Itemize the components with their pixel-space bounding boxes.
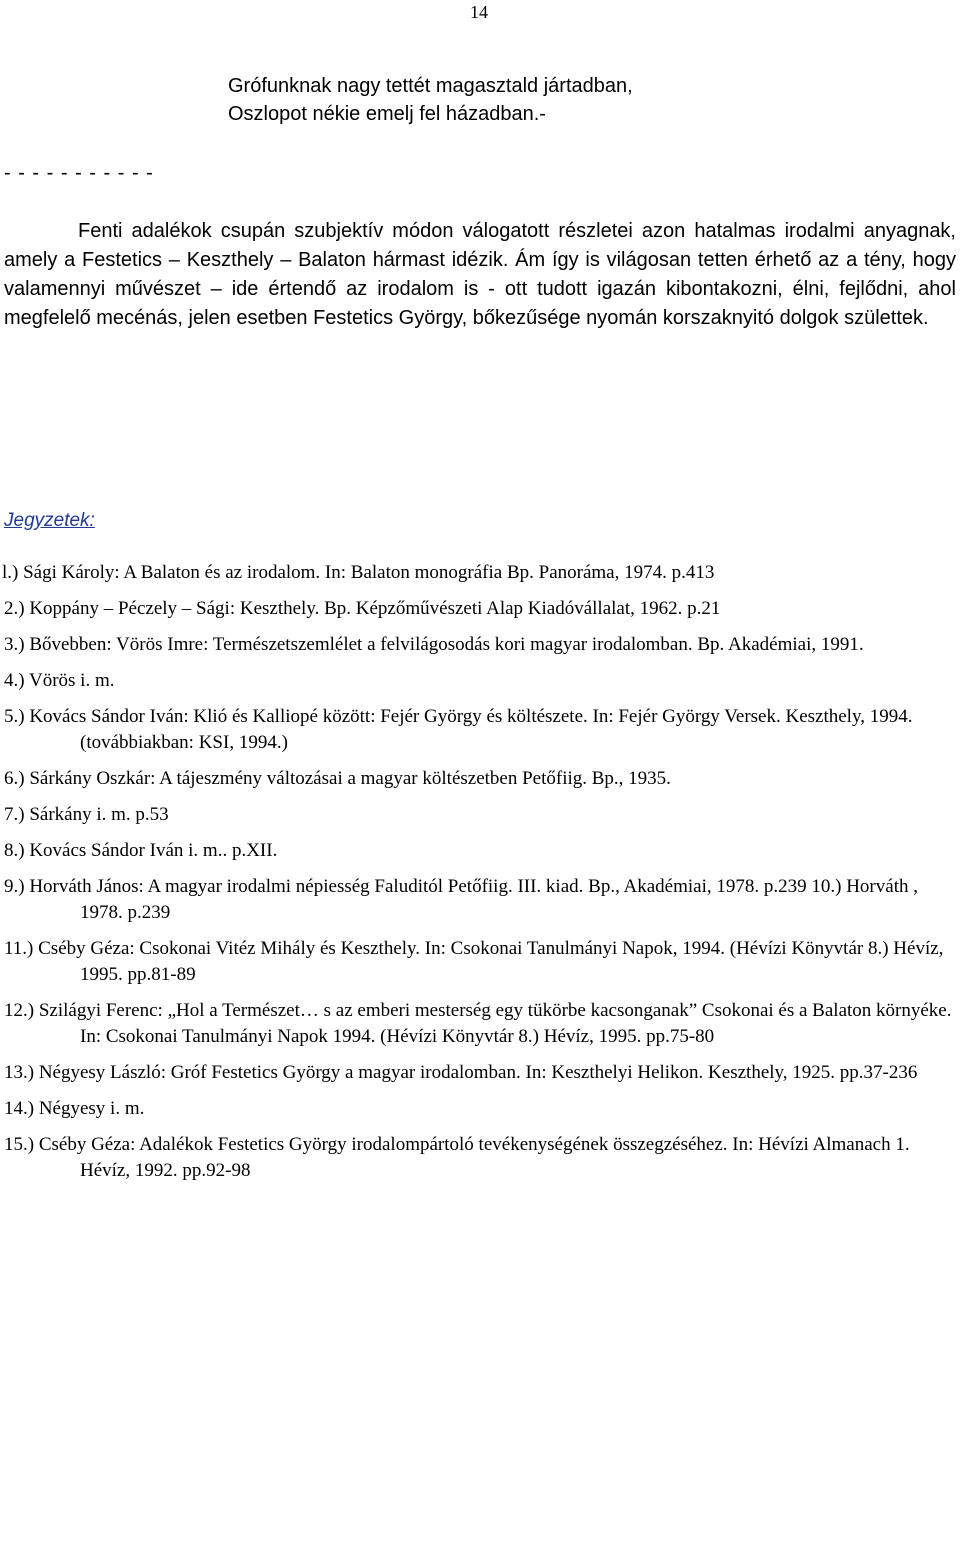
section-separator: - - - - - - - - - - - — [4, 162, 154, 184]
note-item: 8.) Kovács Sándor Iván i. m.. p.XII. — [4, 840, 278, 861]
note-item: 7.) Sárkány i. m. p.53 — [4, 804, 169, 825]
note-item: 5.) Kovács Sándor Iván: Klió és Kalliopé között: Fejér György és költészete. In: Fejér György Versek. Keszthely, 1994. (továbbiakban: KSI, 1994.) — [4, 706, 913, 753]
note-item: 6.) Sárkány Oszkár: A tájeszmény változásai a magyar költészetben Petőfiig. Bp., 1935. — [4, 768, 671, 789]
note-item: 3.) Bővebben: Vörös Imre: Természetszemlélet a felvilágosodás kori magyar irodalomban. Bp. Akadémiai, 1991. — [4, 634, 864, 655]
note-item: 13.) Négyesy László: Gróf Festetics György a magyar irodalomban. In: Keszthelyi Helikon. Keszthely, 1925. pp.37-236 — [4, 1062, 918, 1083]
poem-line: Oszlopot nékie emelj fel házadban.- — [228, 103, 546, 125]
poem-line: Grófunknak nagy tettét magasztald jártadban, — [228, 75, 633, 97]
poem-verse — [228, 72, 633, 128]
note-item: 12.) Szilágyi Ferenc: „Hol a Természet… s az emberi mesterség egy tükörbe kacsonganak” Csokonai és a Balaton környéke. In: Csokonai Tanulmányi Napok 1994. (Hévízi Könyvtár 8.) Hévíz, 1995. pp.75-80 — [4, 1000, 952, 1047]
note-item: 11.) Cséby Géza: Csokonai Vitéz Mihály és Keszthely. In: Csokonai Tanulmányi Napok, 1994. (Hévízi Könyvtár 8.) Hévíz, 1995. pp.81-89 — [4, 938, 944, 985]
note-item: 2.) Koppány – Péczely – Sági: Keszthely. Bp. Képzőművészeti Alap Kiadóvállalat, 1962. p.21 — [4, 598, 721, 619]
notes-heading: Jegyzetek: — [4, 510, 95, 531]
note-item: l.) Sági Károly: A Balaton és az irodalom. In: Balaton monográfia Bp. Panoráma, 1974. p.413 — [2, 562, 715, 583]
notes-list — [4, 560, 956, 1194]
note-item: 15.) Cséby Géza: Adalékok Festetics György irodalompártoló tevékenységének összegzéséhez. In: Hévízi Almanach 1. Hévíz, 1992. pp.92-98 — [4, 1134, 910, 1181]
page-number: 14 — [470, 2, 488, 22]
note-item: 9.) Horváth János: A magyar irodalmi népiesség Faluditól Petőfiig. III. kiad. Bp., Akadémiai, 1978. p.239 10.) Horváth , 1978. p.239 — [4, 876, 918, 923]
note-item: 4.) Vörös i. m. — [4, 670, 115, 691]
note-item: 14.) Négyesy i. m. — [4, 1098, 145, 1119]
body-paragraph: Fenti adalékok csupán szubjektív módon válogatott részletei azon hatalmas irodalmi anyagnak, amely a Festetics – Keszthely – Balaton hármast idézik. Ám így is világosan tetten érhető az a tény, hogy valamennyi művészet – ide értendő az irodalom is - ott tudott igazán kibontakozni, élni, fejlődni, ahol megfelelő mecénás, jelen esetben Festetics György, bőkezűsége nyomán korszaknyitó dolgok születtek. — [4, 220, 956, 329]
